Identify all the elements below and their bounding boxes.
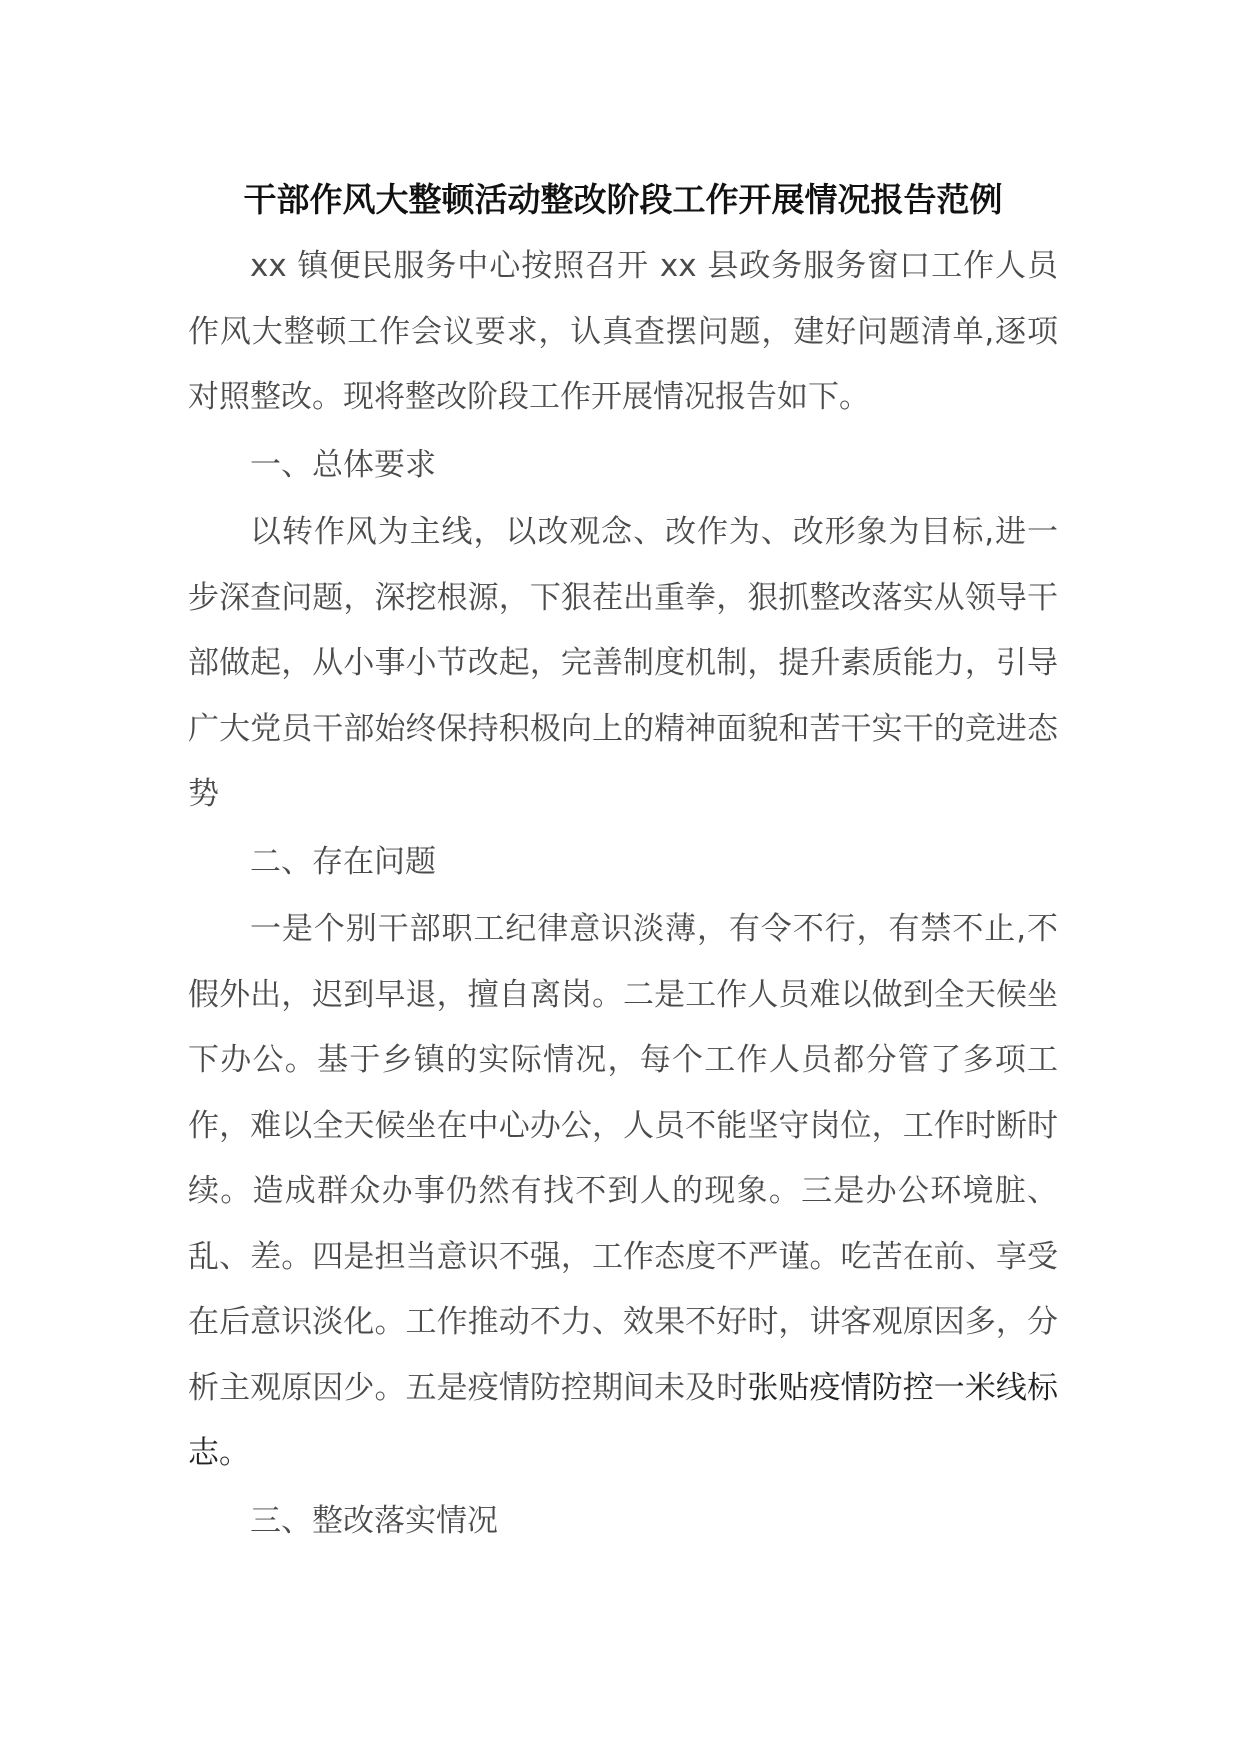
document-title: 干部作风大整顿活动整改阶段工作开展情况报告范例 [243, 180, 1003, 219]
section-heading-rectification-status: 三、整改落实情况 [250, 1502, 498, 1539]
intro-paragraph: xx 镇便民服务中心按照召开 xx 县政务服务窗口工作人员作风大整顿工作会议要求，认真查摆问题，建好问题清单,逐项对照整改。现将整改阶段工作开展情况报告如下。 [188, 248, 1058, 415]
existing-problems-text: 一是个别干部职工纪律意识淡薄，有令不行，有禁不止,不假外出，迟到早退，擅自离岗。二是工作人员难以做到全天候坐下办公。基于乡镇的实际情况，每个工作人员都分管了多项工作，难以全天候坐在中心办公，人员不能坚守岗位，工作时断时续。造成群众办事仍然有找不到人的现象。三是办公环境脏、乱、差。四是担当意识不强，工作态度不严谨。吃苦在前、享受在后意识淡化。工作推动不力、效果不好时，讲客观原因多，分析主观原因少。五是疫情防控期间未及时 [188, 911, 1058, 1406]
existing-problems-text-end: 张贴疫情防控一米线标志。 [188, 1369, 1059, 1471]
overall-requirements-paragraph: 以转作风为主线，以改观念、改作为、改形象为目标,进一步深查问题，深挖根源，下狠茬出重拳，狠抓整改落实从领导干部做起，从小事小节改起，完善制度机制，提升素质能力，引导广大党员干部始终保持积极向上的精神面貌和苦干实干的竞进态势 [188, 514, 1058, 812]
section-heading-overall-requirements: 一、总体要求 [250, 446, 436, 483]
section-heading-existing-problems: 二、存在问题 [250, 843, 436, 880]
document-body [188, 170, 1058, 1556]
existing-problems-paragraph [188, 897, 1058, 1487]
